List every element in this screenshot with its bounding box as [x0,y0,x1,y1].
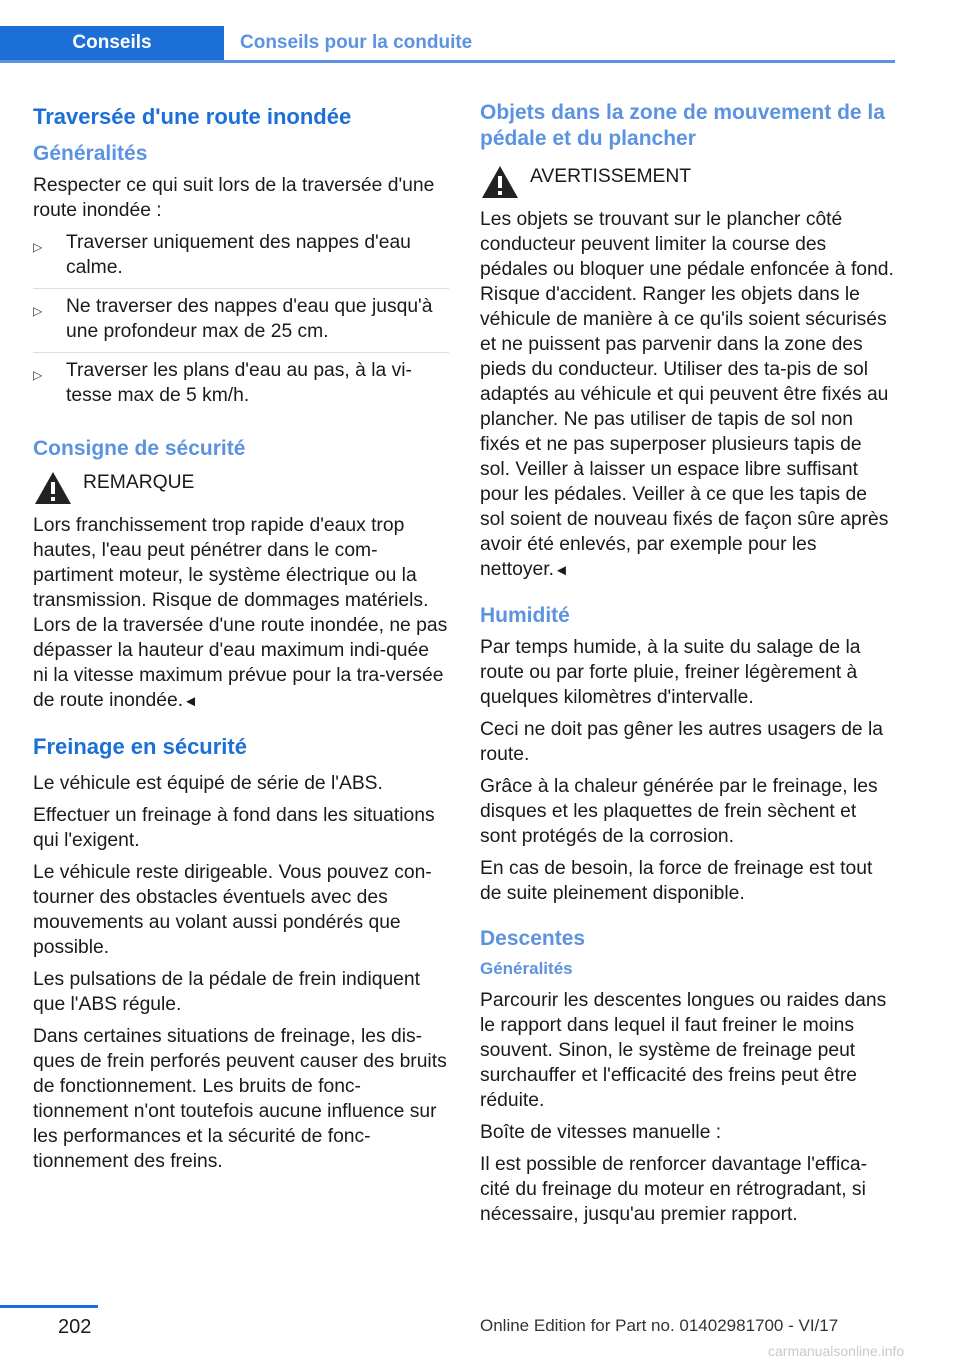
remark-body: Lors franchissement trop rapide d'eaux trop hautes, l'eau peut pénétrer dans le com-partiment moteur, le système électrique ou la transmission. Risque de dommages matériels. Lors de la traversée d'une route inondée, ne pas dépasser la hauteur d'eau maximum indi-quée ni la vitesse maximum prévue pour la tra-versée de route inondée. [33,515,448,711]
right-column [480,100,896,1234]
paragraph: Effectuer un freinage à fond dans les situations qui l'exigent. [33,805,435,851]
remark-label: REMARQUE [83,472,195,493]
heading-safety: Consigne de sécurité [33,437,246,460]
heading-generalities: Généralités [33,142,148,165]
page-number: 202 [58,1316,92,1338]
instruction-list [33,230,449,416]
list-item [33,230,449,289]
remark-header [33,470,449,510]
warning-triangle-icon [33,470,73,506]
remark-text [33,513,449,714]
warning-label: AVERTISSEMENT [530,166,692,187]
tab-conseils-conduite[interactable]: Conseils pour la conduite [240,32,473,53]
bullet-triangle-icon: ▷ [33,368,43,382]
paragraph: Par temps humide, à la suite du salage de la route ou par forte pluie, freiner légèrement à quelques kilomètres d'intervalle. [480,637,861,708]
section-title-braking: Freinage en sécurité [33,734,247,759]
header-rule [0,60,895,63]
paragraph: En cas de besoin, la force de freinage est tout de suite pleinement disponible. [480,858,873,904]
tab-conseils[interactable]: Conseils [0,26,224,60]
section-title-objects: Objets dans la zone de mouvement de la pédale et du plancher [480,101,885,150]
list-item [33,358,449,416]
heading-descents: Descentes [480,927,586,950]
bullet-triangle-icon: ▷ [33,240,43,254]
list-item-text: Traverser les plans d'eau au pas, à la vi-tesse max de 5 km/h. [66,360,412,406]
bullet-triangle-icon: ▷ [33,304,43,318]
edition-text: Online Edition for Part no. 01402981700 - VI/17 [480,1316,839,1335]
warning-body: Les objets se trouvant sur le plancher côté conducteur peuvent limiter la course des pédales ou bloquer une pédale enfoncée à fond. Risque d'accident. Ranger les objets dans le véhicule de manière à ce qu'ils soient sécurisés et ne puissent pas parvenir dans la zone des pieds du conducteur. Utiliser des ta-pis de sol adaptés au véhicule et qui peuvent être fixés au plancher. Ne pas utiliser de tapis de sol non fixés et ne pas superposer plusieurs tapis de sol. Veiller à laisser un espace libre suffisant pour les pédales. Veiller à ce que les tapis de sol soient de nouveau fixés de façon sûre après avoir été enlevés, par exemple pour les nettoyer. [480,209,894,580]
left-column [33,100,449,1181]
end-mark-icon: ◄ [183,693,198,710]
list-item [33,294,449,353]
footer-rule [0,1305,98,1308]
paragraph: Les pulsations de la pédale de frein indiquent que l'ABS régule. [33,969,420,1015]
paragraph: Respecter ce qui suit lors de la traversée d'une route inondée : [33,175,435,221]
paragraph: Parcourir les descentes longues ou raides dans le rapport dans lequel il faut freiner le moins souvent. Sinon, le système de freinage peut surchauffer et l'efficacité des freins peut être réduite. [480,990,887,1111]
warning-header [480,164,896,204]
subheading-generalities: Généralités [480,959,573,978]
paragraph: Le véhicule reste dirigeable. Vous pouvez con-tourner des obstacles éventuels avec des mouvements au volant aussi pondérés que possible. [33,862,432,958]
list-item-text: Traverser uniquement des nappes d'eau calme. [66,232,411,278]
warning-triangle-icon [480,164,520,200]
section-title-flooded-road: Traversée d'une route inondée [33,104,352,129]
warning-text [480,207,896,583]
paragraph: Ceci ne doit pas gêner les autres usagers de la route. [480,719,884,765]
paragraph: Le véhicule est équipé de série de l'ABS. [33,773,383,794]
paragraph: Boîte de vitesses manuelle : [480,1122,722,1143]
end-mark-icon: ◄ [553,562,569,579]
paragraph: Grâce à la chaleur générée par le freinage, les disques et les plaquettes de frein sèchent et sont protégés de la corrosion. [480,776,878,847]
list-item-text: Ne traverser des nappes d'eau que jusqu'à une profondeur max de 25 cm. [66,296,433,342]
paragraph: Dans certaines situations de freinage, les dis-ques de frein perforés peuvent causer des bruits de fonctionnement. Les bruits de fonc-tionnement n'ont toutefois aucune influence sur les performances et la sécurité de fonc-tionnement des freins. [33,1026,447,1172]
heading-humidity: Humidité [480,604,570,627]
paragraph: Il est possible de renforcer davantage l'effica-cité du freinage du moteur en rétrogradant, si nécessaire, jusqu'au premier rapport. [480,1154,868,1225]
watermark: carmanualsonline.info [768,1343,905,1359]
header-bar [0,0,960,64]
